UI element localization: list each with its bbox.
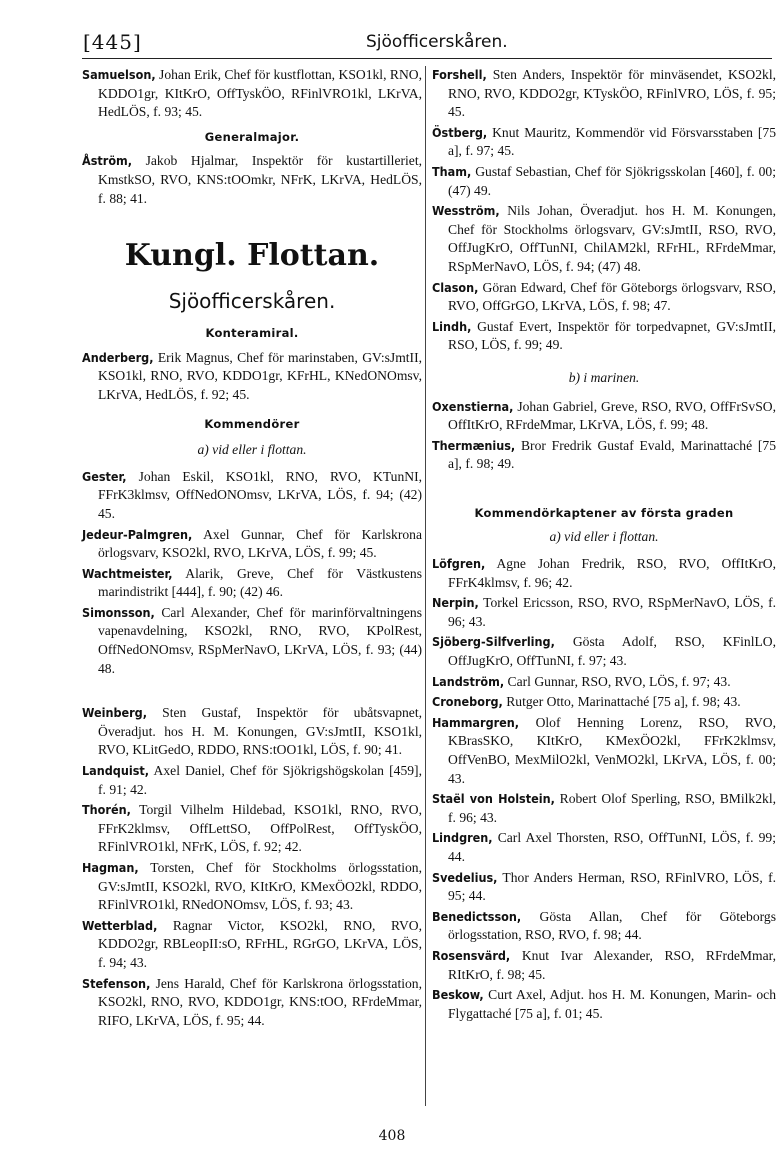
register-entry <box>432 673 776 692</box>
heading-konteramiral: Konteramiral. <box>205 326 299 341</box>
entry-surname: Wesström, <box>432 203 500 219</box>
entry-surname: Gester, <box>82 468 127 484</box>
register-entry <box>432 790 776 827</box>
entry-details: Johan Gabriel, Greve, RSO, RVO, OffFrSvSO, OffItKrO, RFrdeMmar, LKrVA, LÖS, f. 99; 48. <box>448 398 776 433</box>
entry-details: Curt Axel, Adjut. hos H. M. Konungen, Marin- och Flygattaché [75 a], f. 01; 45. <box>448 987 776 1021</box>
entry-surname: Croneborg, <box>432 694 503 710</box>
entry-surname: Lindgren, <box>432 830 493 846</box>
column-divider <box>425 66 426 1106</box>
title-kungl-flottan: Kungl. Flottan. <box>124 238 380 274</box>
entry-surname: Lindh, <box>432 318 472 334</box>
entry-details: Agne Johan Fredrik, RSO, RVO, OffItKrO, FFrK4klmsv, f. 96; 42. <box>448 556 776 590</box>
register-entry <box>82 349 422 405</box>
entry-details: Sten Gustaf, Inspektör för ubåtsvapnet, Överadjut. hos H. M. Konungen, GV:sJmtII, KSO1kl, RVO, KLitGedO, RDDO, RNS:tOO1kl, LÖS, f. 90; 41. <box>98 705 422 758</box>
entry-details: Ragnar Victor, KSO2kl, RNO, RVO, KDDO2gr, RBLeopII:sO, RFrHL, RGrGO, LKrVA, LÖS, f. 94; 43. <box>98 917 422 970</box>
entry-details: Torsten, Chef för Stockholms örlogsstation, GV:sJmtII, KSO2kl, RVO, KItKrO, KMexÖO2kl, RDDO, RFinlVRO1kl, RNedONOmsv, LÖS, f. 93; 43. <box>98 860 422 913</box>
register-entry <box>432 66 776 122</box>
register-entry <box>432 437 776 474</box>
entry-surname: Forshell, <box>432 67 487 82</box>
entry-details: Knut Ivar Alexander, RSO, RFrdeMmar, RItKrO, f. 98; 45. <box>448 947 776 982</box>
entry-details: Robert Olof Sperling, RSO, BMilk2kl, f. 96; 43. <box>448 791 776 825</box>
register-entry <box>82 152 422 208</box>
running-title: Sjöofficerskåren. <box>366 32 508 52</box>
entry-surname: Hagman, <box>82 860 139 875</box>
entry-surname: Weinberg, <box>82 705 148 721</box>
entry-surname: Thorén, <box>82 802 131 818</box>
entry-surname: Jedeur-Palmgren, <box>82 526 193 542</box>
entry-surname: Nerpin, <box>432 595 479 611</box>
title-sjoofficerskaren: Sjöofficerskåren. <box>168 289 336 314</box>
entry-details: Axel Gunnar, Chef för Karlskrona örlogsvarv, KSO2kl, RVO, LKrVA, LÖS, f. 99; 45. <box>98 526 422 561</box>
subheading-b-right: b) i marinen. <box>568 369 640 385</box>
entry-details: Jens Harald, Chef för Karlskrona örlogsstation, KSO2kl, RNO, RVO, KDDO1gr, KNS:tOO, RFrdeMmar, RIFO, LKrVA, LÖS, f. 95; 44. <box>98 975 422 1028</box>
heading-generalmajor: Generalmajor. <box>204 129 300 144</box>
entry-surname: Oxenstierna, <box>432 398 514 414</box>
register-entry <box>432 693 776 712</box>
entry-surname: Landquist, <box>82 763 150 779</box>
entry-surname: Landström, <box>432 673 505 689</box>
entry-surname: Stefenson, <box>82 975 151 991</box>
register-entry <box>82 526 422 563</box>
register-entry <box>82 762 422 799</box>
register-entry <box>432 986 776 1023</box>
entry-surname: Staël von Holstein, <box>432 791 555 807</box>
entry-surname: Benedictsson, <box>432 908 522 924</box>
entry-surname: Samuelson, <box>82 67 156 82</box>
entry-surname: Beskow, <box>432 987 484 1003</box>
entry-details: Thor Anders Herman, RSO, RFinlVRO, LÖS, f. 95; 44. <box>448 869 776 904</box>
entry-details: Olof Henning Lorenz, RSO, RVO, KBrasSKO, KItKrO, KMexÖO2kl, FFrK2klmsv, OffVenBO, MexMilO2kl, VenMO2kl, LKrVA, LÖS, f. 00; 43. <box>448 714 776 786</box>
entry-details: Gösta Allan, Chef för Göteborgs örlogsstation, RSO, RVO, f. 98; 44. <box>448 908 776 943</box>
header-rule <box>82 58 772 59</box>
entry-details: Gustaf Evert, Inspektör för torpedvapnet, GV:sJmtII, RSO, LÖS, f. 99; 49. <box>448 318 776 353</box>
entry-surname: Svedelius, <box>432 869 498 885</box>
entry-surname: Löfgren, <box>432 556 486 572</box>
entry-surname: Tham, <box>432 163 472 179</box>
entry-details: Carl Axel Thorsten, RSO, OffTunNI, LÖS, f. 99; 44. <box>448 830 776 864</box>
register-entry <box>82 468 422 524</box>
entry-details: Bror Fredrik Gustaf Evald, Marinattaché [75 a], f. 98; 49. <box>448 437 776 472</box>
running-header <box>83 30 768 58</box>
register-entry <box>82 66 422 122</box>
left-column <box>82 66 422 1032</box>
entry-surname: Clason, <box>432 279 479 295</box>
register-entry <box>432 714 776 788</box>
register-entry <box>432 594 776 631</box>
entry-details: Torgil Vilhelm Hildebad, KSO1kl, RNO, RVO, FFrK2klmsv, OffLettSO, OffPolRest, OffTyskÖO, RFinlVRO1kl, NFrK, LÖS, f. 92; 42. <box>98 802 422 855</box>
entry-details: Johan Eskil, KSO1kl, RNO, RVO, KTunNI, FFrK3klmsv, OffNedONOmsv, LKrVA, LÖS, f. 94; (42) 45. <box>98 468 422 521</box>
entry-surname: Rosensvärd, <box>432 947 511 963</box>
entry-surname: Anderberg, <box>82 349 154 365</box>
register-entry <box>82 704 422 760</box>
entry-details: Carl Alexander, Chef för marinförvaltningens vapenavdelning, KSO2kl, RNO, RVO, KPolRest, OffNedONOmsv, RSpMerNavO, LKrVA, LÖS, f. 93; (44) 48. <box>98 604 422 676</box>
entry-details: Erik Magnus, Chef för marinstaben, GV:sJmtII, KSO1kl, RNO, RVO, KDDO1gr, KFrHL, KNedONOmsv, LKrVA, HedLÖS, f. 92; 45. <box>98 349 422 402</box>
entry-details: Gösta Adolf, RSO, KFinlLO, OffJugKrO, OffTunNI, f. 97; 43. <box>448 634 776 669</box>
entry-surname: Hammargren, <box>432 714 520 730</box>
register-entry <box>432 869 776 906</box>
register-entry <box>432 163 776 200</box>
entry-surname: Simonsson, <box>82 604 155 620</box>
register-entry <box>432 124 776 161</box>
entry-details: Axel Daniel, Chef för Sjökrigshögskolan [459], f. 91; 42. <box>98 763 422 797</box>
entry-surname: Wachtmeister, <box>82 565 173 581</box>
register-entry <box>82 604 422 678</box>
subheading-a-right: a) vid eller i flottan. <box>549 529 659 545</box>
register-entry <box>82 917 422 973</box>
entry-details: Sten Anders, Inspektör för minväsendet, KSO2kl, RNO, RVO, KDDO2gr, KTyskÖO, RFinlVRO, LÖS, f. 95; 45. <box>448 67 776 120</box>
entry-surname: Sjöberg-Silfverling, <box>432 634 555 650</box>
entry-surname: Wetterblad, <box>82 917 158 933</box>
register-entry <box>432 398 776 435</box>
entry-details: Göran Edward, Chef för Göteborgs örlogsvarv, RSO, RVO, OffGrGO, LKrVA, LÖS, f. 98; 47. <box>448 279 776 314</box>
entry-details: Johan Erik, Chef för kustflottan, KSO1kl, RNO, KDDO1gr, KItKrO, OffTyskÖO, RFinlVRO1kl, LKrVA, HedLÖS, f. 93; 45. <box>98 67 422 120</box>
register-entry <box>432 279 776 316</box>
page-number: 408 <box>378 1128 406 1144</box>
register-entry <box>432 633 776 670</box>
entry-details: Carl Gunnar, RSO, RVO, LÖS, f. 97; 43. <box>504 673 731 689</box>
entry-details: Torkel Ericsson, RSO, RVO, RSpMerNavO, LÖS, f. 96; 43. <box>448 595 776 629</box>
register-entry <box>432 555 776 592</box>
heading-kommendorer: Kommendörer <box>204 416 300 431</box>
register-entry <box>432 947 776 984</box>
subheading-a-left: a) vid eller i flottan. <box>197 442 307 458</box>
entry-surname: Thermænius, <box>432 437 516 453</box>
page-reference: [445] <box>83 30 142 54</box>
right-column <box>432 66 776 1025</box>
register-entry <box>432 318 776 355</box>
register-entry <box>82 801 422 857</box>
heading-kommendorkaptener: Kommendörkaptener av första graden <box>474 505 734 520</box>
entry-details: Gustaf Sebastian, Chef för Sjökrigsskolan [460], f. 00; (47) 49. <box>448 163 776 198</box>
entry-details: Knut Mauritz, Kommendör vid Försvarsstaben [75 a], f. 97; 45. <box>448 124 776 159</box>
register-entry <box>432 829 776 866</box>
entry-details: Rutger Otto, Marinattaché [75 a], f. 98; 43. <box>502 694 741 710</box>
entry-details: Nils Johan, Överadjut. hos H. M. Konungen, Chef för Stockholms örlogsvarv, GV:sJmtII, RSO, RVO, OffJugKrO, OffTunNI, ChilAM2kl, RFrHL, RFrdeMmar, RSpMerNavO, LÖS, f. 94; (47) 48. <box>448 203 776 274</box>
register-entry <box>82 859 422 915</box>
entry-details: Alarik, Greve, Chef för Västkustens marindistrikt [444], f. 90; (42) 46. <box>98 565 422 600</box>
entry-details: Jakob Hjalmar, Inspektör för kustartilleriet, KmstkSO, RVO, KNS:tOOmkr, NFrK, LKrVA, HedLÖS, f. 88; 41. <box>98 153 422 206</box>
register-entry <box>432 908 776 945</box>
entry-surname: Åström, <box>82 153 133 169</box>
register-entry <box>82 975 422 1031</box>
entry-surname: Östberg, <box>432 124 488 140</box>
register-entry <box>432 202 776 276</box>
register-entry <box>82 565 422 602</box>
